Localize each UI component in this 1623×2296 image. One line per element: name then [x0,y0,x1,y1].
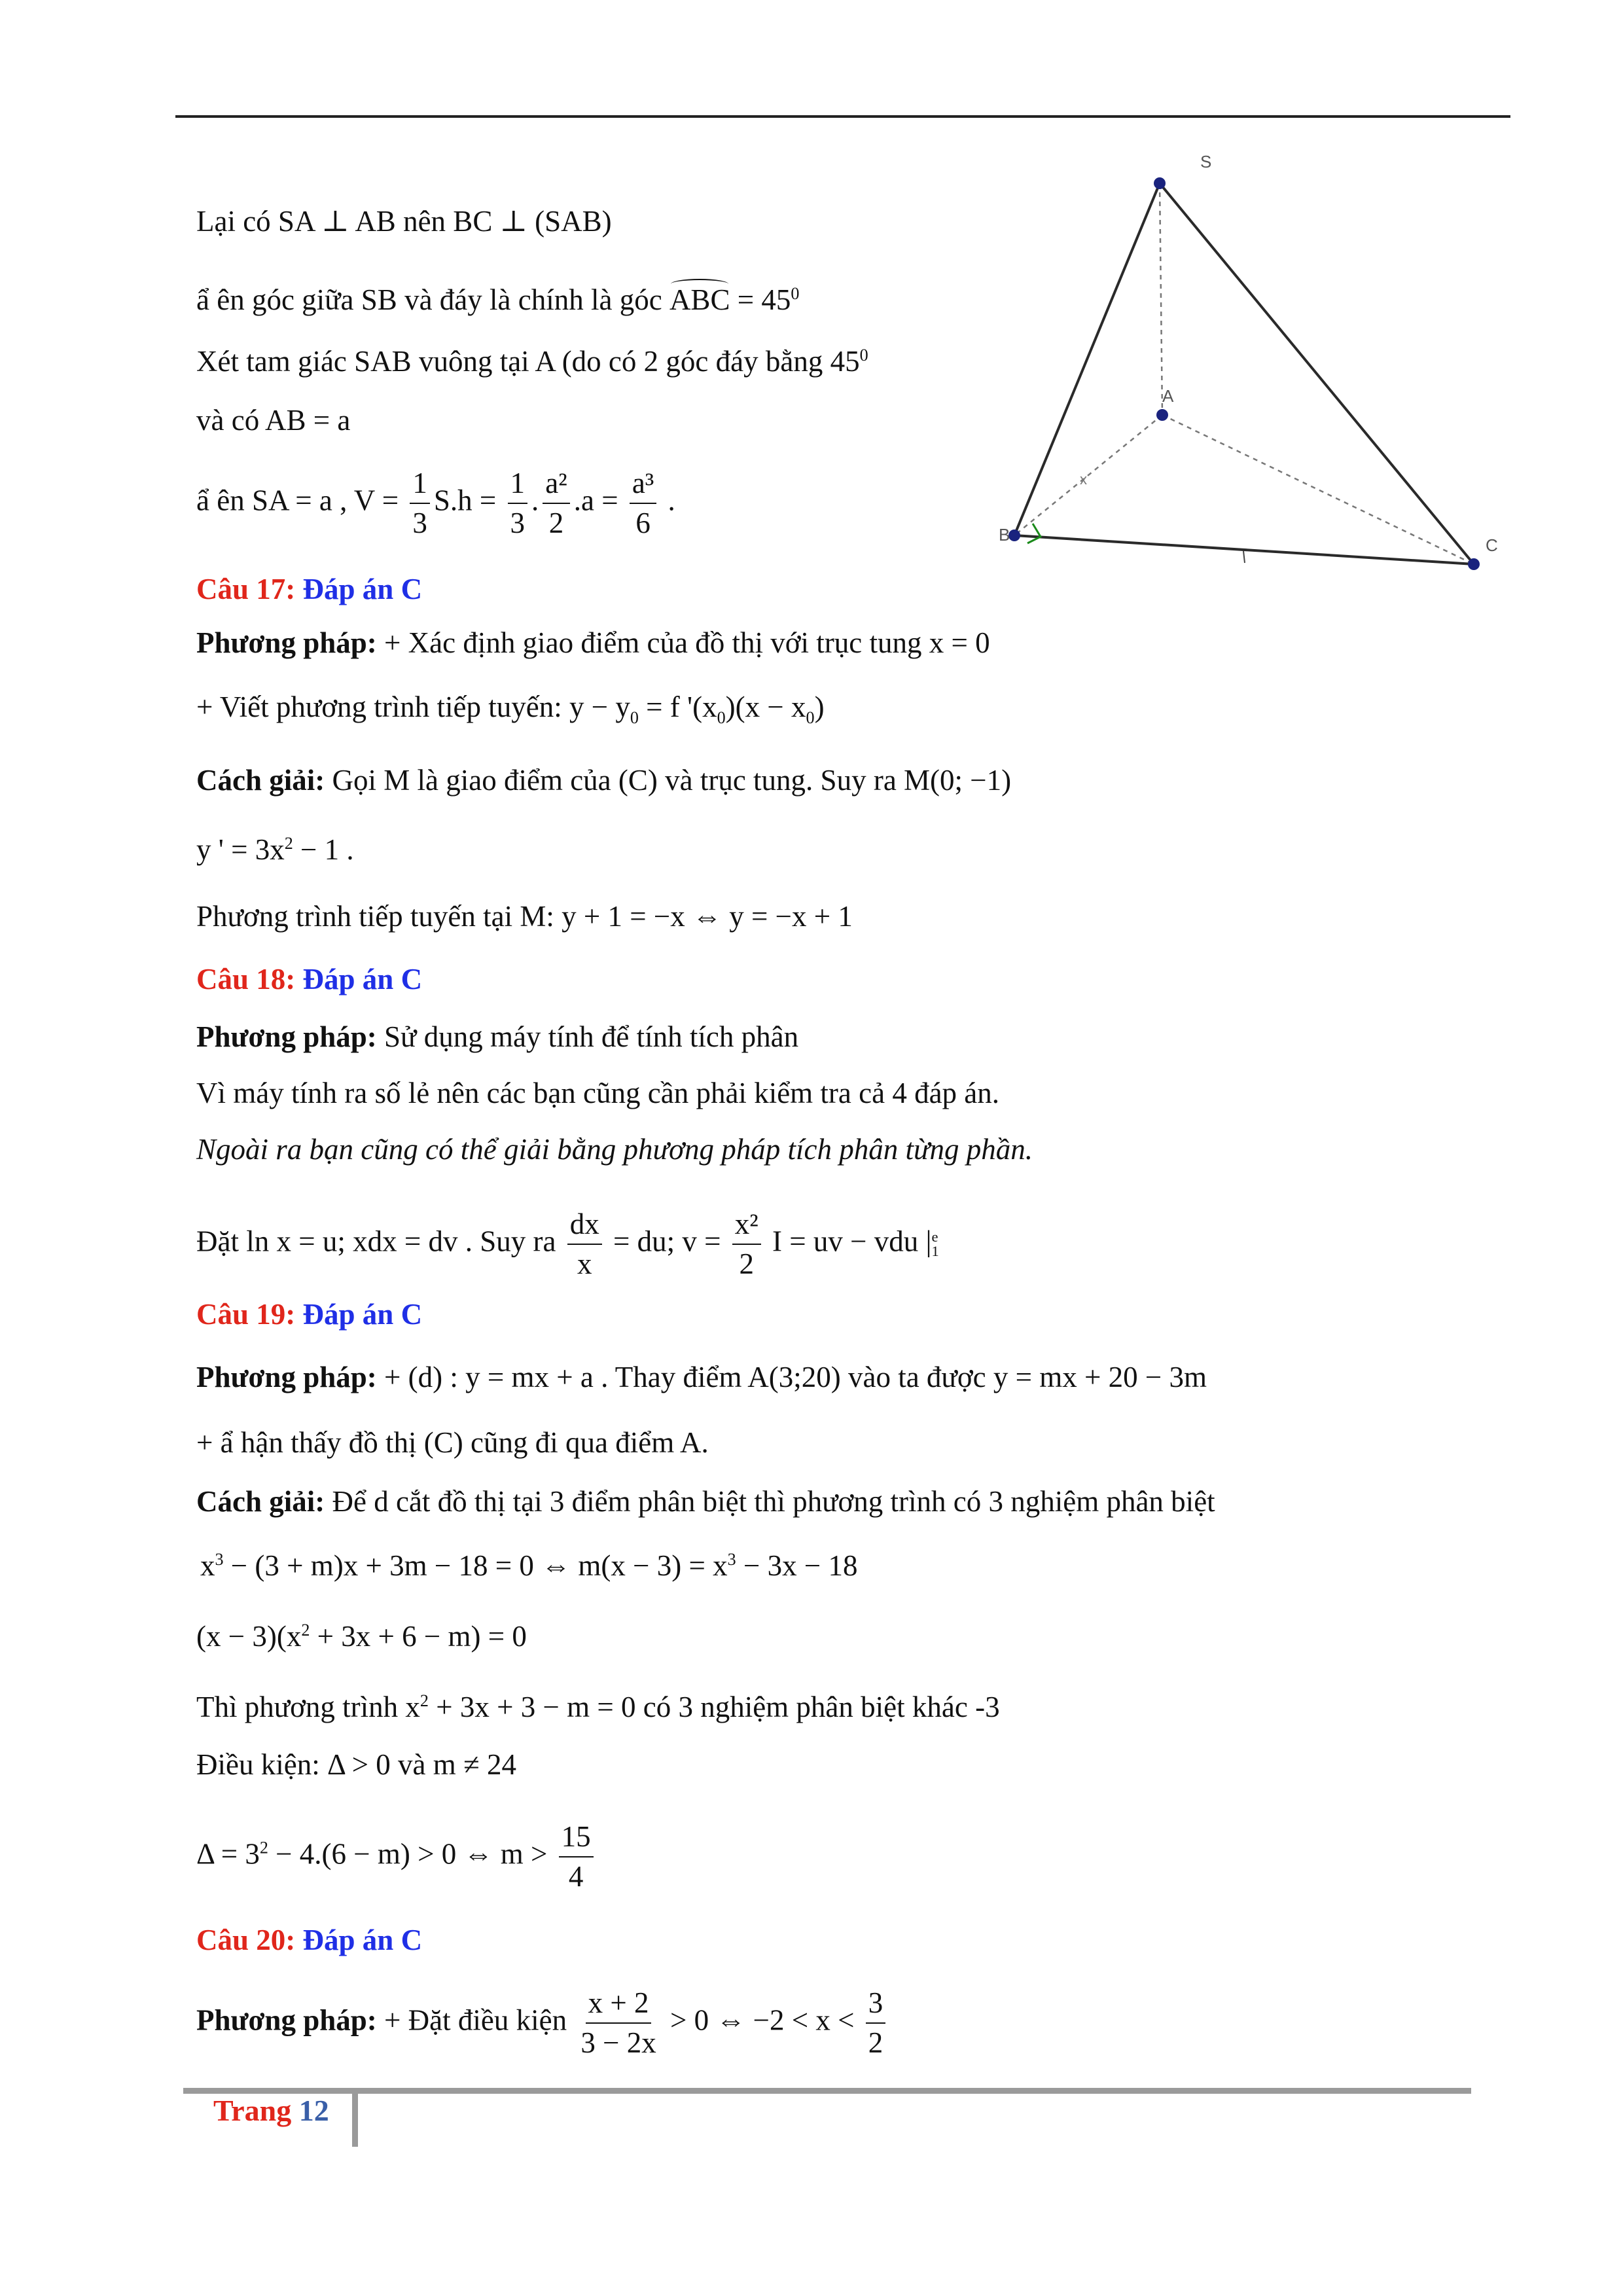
line-angle: ẩ ên góc giữa SB và đáy là chính là góc ABC = $45^0$ [196,283,800,316]
page-footer [213,2093,329,2128]
heading-q18: Câu 18: Đáp án C [196,963,423,996]
line-q17-derivative: y ' = $3x^2 - 1$ . [196,833,354,866]
line-q18-alt: Ngoài ra bạn cũng có thể giải bằng phương pháp tích phân từng phần. [196,1133,1033,1166]
edge-sc [1160,183,1474,564]
point-b [1008,529,1020,541]
line-perpendicular: Lại có SA ⊥ AB nên BC ⊥ (SAB) [196,205,612,238]
heading-q19: Câu 19: Đáp án C [196,1298,423,1331]
line-ab: và có AB = a [196,404,351,437]
label-x: x [1080,471,1087,488]
line-q19-condition: Điều kiện: Δ > 0 và m ≠ 24 [196,1748,516,1781]
line-q19-quadratic: Thì phương trình $x^2 + 3x + 3 - m = 0$ có 3 nghiệm phân biệt khác -3 [196,1691,1000,1723]
pyramid-figure [982,144,1505,589]
point-s [1154,177,1166,189]
page-number: 12 [298,2094,329,2127]
footer-label: Trang [213,2094,299,2127]
line-q18-parts: Đặt ln x = u; xdx = dv . Suy ra $\frac{dx}{x}$ = du; v = $\frac{\text{x²}}{2}$ I = uv − vdu | e 1 [196,1208,939,1281]
line-q19-solution: Cách giải: Để d cắt đồ thị tại 3 điểm phân biệt thì phương trình có 3 nghiệm phân biệt [196,1485,1215,1518]
heading-q20: Câu 20: Đáp án C [196,1924,423,1956]
line-q19-method: Phương pháp: + (d) : y = mx + a . Thay điểm A(3;20) vào ta được y = mx + 20 − 3m [196,1361,1207,1393]
line-q17-solution: Cách giải: Gọi M là giao điểm của (C) và trục tung. Suy ra M(0; −1) [196,764,1012,797]
line-q17-tangent-formula: + Viết phương trình tiếp tuyến: $y - y_0 = f$ '$(x_0)(x - x_0)$ [196,691,825,727]
point-a [1156,409,1168,421]
edge-sa [1160,183,1162,415]
line-q19-discriminant: $\Delta = 3^2 - 4.(6 - m) > 0$ ⇔ m > $\frac{15}{4}$ [196,1820,597,1894]
line-q18-note: Vì máy tính ra số lẻ nên các bạn cũng cần phải kiểm tra cả 4 đáp án. [196,1077,1000,1109]
edge-ab [1014,415,1162,535]
footer-divider [352,2088,358,2147]
point-c [1468,558,1480,570]
heading-q17: Câu 17: Đáp án C [196,573,423,605]
edge-ac [1162,415,1474,564]
line-q17-tangent: Phương trình tiếp tuyến tại M: y + 1 = −x ⇔ y = −x + 1 [196,900,853,933]
edge-sb [1014,183,1160,535]
line-q18-method: Phương pháp: Sử dụng máy tính để tính tích phân [196,1020,799,1053]
label-b: B [999,525,1010,545]
line-triangle: Xét tam giác SAB vuông tại A (do có 2 góc đáy bằng $45^0$ [196,345,868,378]
line-q17-method: Phương pháp: + Xác định giao điểm của đồ thị với trục tung x = 0 [196,626,990,659]
line-q19-note: + ẩ hận thấy đồ thị (C) cũng đi qua điểm A. [196,1426,709,1459]
header-rule [175,115,1510,118]
line-q19-factor: $(x - 3)(x^2 + 3x + 6 - m) = 0$ [196,1620,527,1653]
line-volume: ẩ ên SA = a , V = $\frac{1}{3}$ S.h = $\frac{1}{3}$ . $\frac{\text{a²}}{2}$ .a = $\frac{\text{a³}}{6}$ . [196,467,675,540]
label-c: C [1486,535,1498,555]
line-q20-method: Phương pháp: + Đặt điều kiện $\frac{x + 2}{3 - 2x}$ > 0 ⇔ −2 < x < $\frac{3}{2}$ [196,1986,889,2060]
label-a: A [1162,386,1174,406]
line-q19-cubic: $x^3 - (3 + m)x + 3m - 18 = 0$ ⇔ $m(x - 3) = x^3 - 3x - 18$ [200,1549,858,1582]
label-s: S [1200,152,1212,171]
footer-rule [183,2088,1471,2094]
